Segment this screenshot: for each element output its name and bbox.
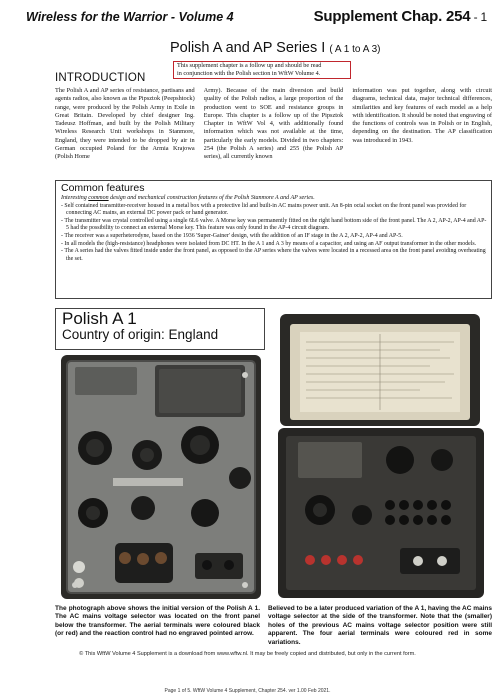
common-features-list [61,203,487,264]
supplement-note-line1: This supplement chapter is a follow up and should be read [177,62,322,69]
list-item: - Self contained transmitter-receiver housed in a metal box with a protective lid and built-in AC mains power unit. An 8-pin octal socket on the front panel was provided for connecting AC mains, an external DC power pack or hand generator. [61,202,467,217]
common-intro-a: Interesting [61,195,89,201]
intro-column-1: The Polish A and AP series of resistance, partisans and agents radios, also known as the Pipsztok (Peepshtock) range, were produced by the Polish Army in Exile in Great Britain. Developed by chief designer Ing. Tadeusz Hoffman, and built by the Polish Military Wireless Research Unit workshops in Stanmore, England, they were intended to be dropped by air in German occupied Poland for the Armia Krajowa (Polish Home [55,87,195,161]
country-of-origin: Country of origin: England [62,327,219,342]
page-footer: Page 1 of 5. WftW Volume 4 Supplement, Chapter 254. ver 1.00 Feb 2021. [164,688,331,694]
supplement-note [173,61,351,79]
page-title-sub: ( A 1 to A 3) [329,44,381,55]
chapter-label [314,8,487,25]
supplement-note-line2: in conjunction with the Polish section in WftW Volume 4. [177,70,321,77]
running-header-title: Wireless for the Warrior - Volume 4 [26,10,234,24]
chapter-number: Supplement Chap. 254 [313,8,471,25]
photo-polish-a1-initial [55,353,265,601]
page-title-main: Polish A and AP Series I [170,40,330,56]
page-title [170,40,381,56]
intro-column-3: information was put together, along with circuit diagrams, technical data, major technical differences, similarities and key features of each model as a help with identification. It should be noted that engraving of the functions of controls was in Polish or in English, depending on the destination. The AP classification was introduced in 1943. [352,87,493,144]
list-item: - The A series had the valves fitted inside under the front panel, as opposed to the AP series where the valves were located in a recessed area on the front panel avoiding overheating the set. [61,248,486,262]
common-intro-underlined: common [88,195,109,201]
photo-caption-left: The photograph above shows the initial version of the Polish A 1. The AC mains voltage selector was located on the front panel below the transformer. The aerial terminals were coloured black (or red) and the reaction control had no engraved pointed arrow. [55,605,260,638]
photo-caption-right: Believed to be a later produced variation of the A 1, having the AC mains voltage selector at the side of the transformer. Note that the (smaller) holes of the previous AC mains voltage selector position were still apparent. The four aerial terminals were coloured red in some variations. [268,605,492,646]
polish-a1-title: Polish A 1 [62,309,137,328]
common-features-box [55,180,492,299]
intro-column-2: Army). Because of the main diversion and build quality of the Polish radios, a large proportion of the production went to SOE and resistance groups in Europe. This chapter is a follow up of the Pipsztok Chapter in WftW Vol 4, with additionally found information which was not available at the time, particularly the early models. Divided in two chapters: 254 (the Polish A series) and 255 (the Polish AP series), all currently known [203,87,344,161]
page-number: - 1 [470,10,487,24]
copyright-notice: © This WftW Volume 4 Supplement is a download from www.wftw.nl. It may be freely copied and distributed, but only in the current form. [79,651,416,657]
common-intro-b: design and mechanical construction features of the Polish Stanmore A and AP series. [108,195,315,201]
common-features-heading: Common features [61,182,145,194]
list-item: - The receiver was a superheterodyne, based on the 1936 'Super-Gainer' design, with the addition of an IF stage in the A 2, AP-2, AP-4 and AP-5. [61,232,403,239]
photo-polish-a1-later-variation [270,310,492,602]
introduction-heading: INTRODUCTION [55,72,146,84]
list-item: - The transmitter was crystal controlled using a single 6L6 valve. A Morse key was permanently fitted on the right hand bottom side of the front panel. The A 2, AP-2, AP-4 and AP-5 had the possibility to connect an external Morse key. This feature was only found in the AP-4 circuit diagram. [61,217,487,232]
common-features-intro [61,195,487,203]
introduction-columns [55,87,492,173]
list-item: - In all models the (high-resistance) headphones were isolated from DC HT. In the A 1 and A 3 by means of a capacitor, and using an AF output transformer in the other models. [61,240,477,247]
